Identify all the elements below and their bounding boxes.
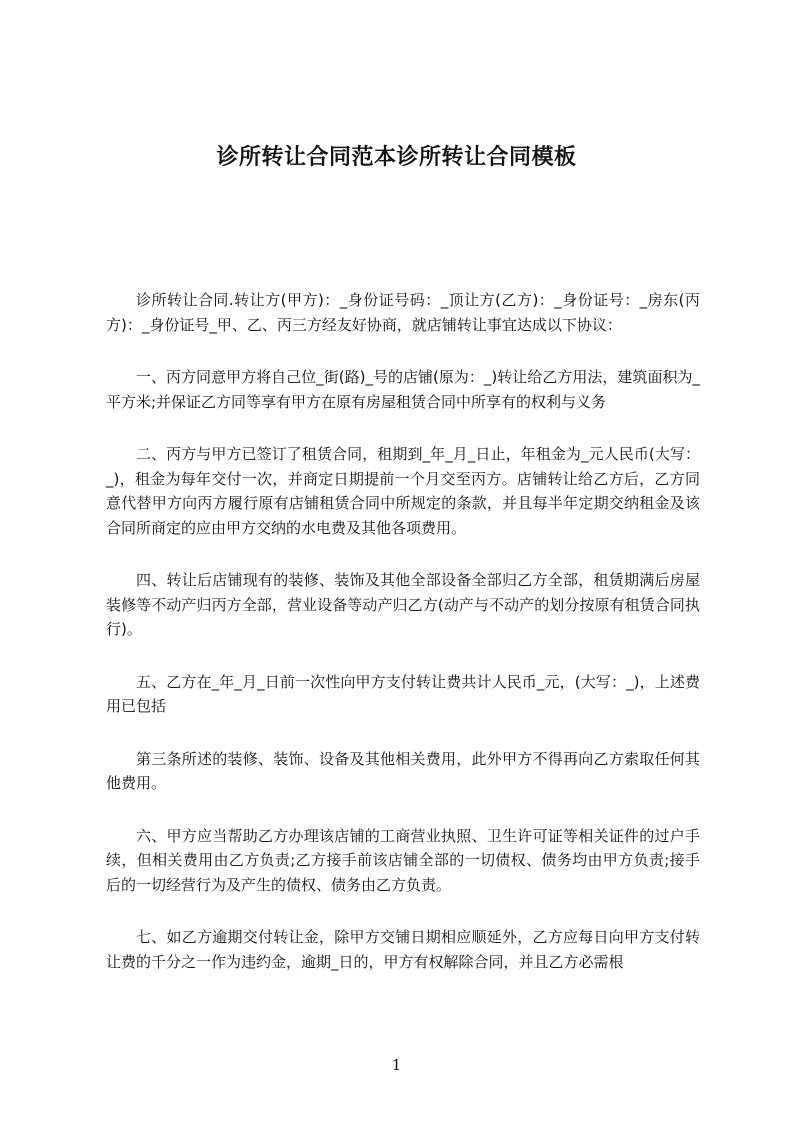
- paragraph-clause-2: 二、丙方与甲方已签订了租赁合同，租期到_年_月_日止，年租金为_元人民币(大写：_)，租金为每年交付一次，并商定日期提前一个月交至丙方。店铺转让给乙方后，乙方同意代替甲方向丙方履行原有店铺租赁合同中所规定的条款，并且每半年定期交纳租金及该合同所商定的应由甲方交纳的水电费及其他各项费用。: [106, 445, 700, 537]
- paragraph-clause-1: 一、丙方同意甲方将自己位_街(路)_号的店铺(原为：_)转让给乙方用法，建筑面积为_平方米;并保证乙方同等享有甲方在原有房屋租赁合同中所享有的权利与义务: [106, 368, 700, 411]
- paragraph-clause-5-continued: 第三条所述的装修、装饰、设备及其他相关费用，此外甲方不得再向乙方索取任何其他费用。: [106, 749, 700, 792]
- paragraph-clause-7: 七、如乙方逾期交付转让金，除甲方交铺日期相应顺延外，乙方应每日向甲方支付转让费的千分之一作为违约金，逾期_日的，甲方有权解除合同，并且乙方必需根: [106, 928, 700, 971]
- paragraph-clause-5: 五、乙方在_年_月_日前一次性向甲方支付转让费共计人民币_元，(大写：_)，上述费用已包括: [106, 672, 700, 715]
- paragraph-clause-6: 六、甲方应当帮助乙方办理该店铺的工商营业执照、卫生许可证等相关证件的过户手续，但相关费用由乙方负责;乙方接手前该店铺全部的一切债权、债务均由甲方负责;接手后的一切经营行为及产生的债权、债务由乙方负责。: [106, 826, 700, 894]
- document-body: [106, 288, 700, 1002]
- paragraph-intro: 诊所转让合同.转让方(甲方)：_身份证号码：_顶让方(乙方)：_身份证号：_房东(丙方)：_身份证号_甲、乙、丙三方经友好协商，就店铺转让事宜达成以下协议：: [106, 291, 700, 334]
- page-number: 1: [391, 1056, 402, 1074]
- paragraph-clause-4: 四、转让后店铺现有的装修、装饰及其他全部设备全部归乙方全部，租赁期满后房屋装修等不动产归丙方全部，营业设备等动产归乙方(动产与不动产的划分按原有租赁合同执行)。: [106, 571, 700, 638]
- document-title: 诊所转让合同范本诊所转让合同模板: [216, 145, 577, 170]
